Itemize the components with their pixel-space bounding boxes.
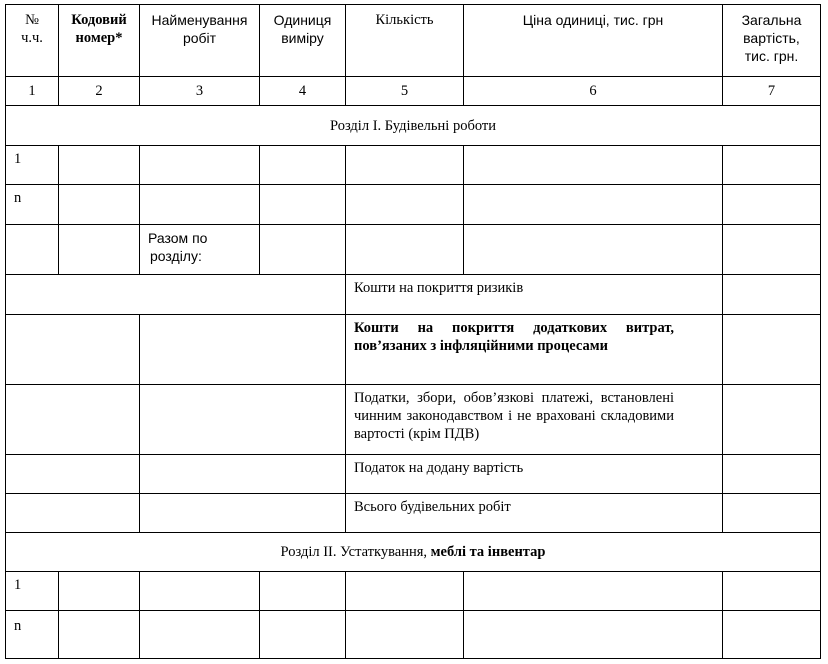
row-number: 1 <box>6 572 59 611</box>
column-number-7: 7 <box>723 77 821 106</box>
row-number: n <box>6 611 59 659</box>
taxes-row <box>6 385 821 455</box>
empty-cell <box>260 572 346 611</box>
empty-cell <box>723 455 821 494</box>
empty-cell <box>59 185 140 225</box>
column-number-2: 2 <box>59 77 140 106</box>
empty-cell <box>6 315 140 385</box>
column-number-6: 6 <box>464 77 723 106</box>
column-number-3: 3 <box>140 77 260 106</box>
empty-cell <box>346 185 464 225</box>
taxes-label: Податки, збори, обов’язкові платежі, встановлені чинним законодавством і не враховані складовими вартості (крім ПДВ) <box>346 385 723 455</box>
empty-cell <box>6 455 140 494</box>
empty-cell <box>260 611 346 659</box>
empty-cell <box>723 572 821 611</box>
vat-label: Податок на додану вартість <box>346 455 723 494</box>
empty-cell <box>260 146 346 185</box>
section-2-row-last <box>6 611 821 659</box>
row-number: 1 <box>6 146 59 185</box>
empty-cell <box>464 572 723 611</box>
section-1-row-last <box>6 185 821 225</box>
empty-cell <box>140 572 260 611</box>
risks-row <box>6 275 821 315</box>
subtotal-label: Разом по розділу: <box>140 225 260 275</box>
section-2-title-row <box>6 533 821 572</box>
empty-cell <box>723 494 821 533</box>
section-1-title: Розділ І. Будівельні роботи <box>6 106 821 146</box>
empty-cell <box>723 611 821 659</box>
empty-cell <box>140 146 260 185</box>
section-1-subtotal-row <box>6 225 821 275</box>
section-1-row-first <box>6 146 821 185</box>
empty-cell <box>140 315 346 385</box>
empty-cell <box>59 225 140 275</box>
inflation-label: Кошти на покриття додаткових витрат, пов’язаних з інфляційними процесами <box>346 315 723 385</box>
construction-total-label: Всього будівельних робіт <box>346 494 723 533</box>
risks-label: Кошти на покриття ризиків <box>346 275 723 315</box>
column-number-4: 4 <box>260 77 346 106</box>
empty-cell <box>140 494 346 533</box>
empty-cell <box>346 146 464 185</box>
header-row <box>6 5 821 77</box>
empty-cell <box>6 494 140 533</box>
empty-cell <box>260 225 346 275</box>
header-work-name: Найменування робіт <box>140 5 260 77</box>
empty-cell <box>723 275 821 315</box>
header-unit-price: Ціна одиниці, тис. грн <box>464 5 723 77</box>
empty-cell <box>464 185 723 225</box>
row-number: n <box>6 185 59 225</box>
empty-cell <box>723 315 821 385</box>
header-total-cost: Загальна вартість, тис. грн. <box>723 5 821 77</box>
inflation-row <box>6 315 821 385</box>
column-number-1: 1 <box>6 77 59 106</box>
empty-cell <box>140 611 260 659</box>
empty-cell <box>6 385 140 455</box>
empty-cell <box>59 572 140 611</box>
header-number: № ч.ч. <box>6 5 59 77</box>
empty-cell <box>723 185 821 225</box>
empty-cell <box>140 385 346 455</box>
empty-cell <box>6 225 59 275</box>
empty-cell <box>723 225 821 275</box>
empty-cell <box>346 572 464 611</box>
empty-cell <box>723 146 821 185</box>
section-1-title-row <box>6 106 821 146</box>
empty-cell <box>464 146 723 185</box>
vat-row <box>6 455 821 494</box>
empty-cell <box>723 385 821 455</box>
empty-cell <box>464 225 723 275</box>
empty-cell <box>260 185 346 225</box>
section-2-row-first <box>6 572 821 611</box>
header-unit: Одиниця виміру <box>260 5 346 77</box>
empty-cell <box>59 611 140 659</box>
empty-cell <box>140 185 260 225</box>
empty-cell <box>59 146 140 185</box>
empty-cell <box>346 611 464 659</box>
column-number-5: 5 <box>346 77 464 106</box>
cost-estimate-table <box>5 4 821 659</box>
empty-cell <box>6 275 346 315</box>
empty-cell <box>140 455 346 494</box>
column-number-row <box>6 77 821 106</box>
construction-total-row <box>6 494 821 533</box>
header-code: Кодовий номер* <box>59 5 140 77</box>
empty-cell <box>346 225 464 275</box>
header-quantity: Кількість <box>346 5 464 77</box>
section-2-title: Розділ ІІ. Устаткування, меблі та інвентар <box>6 533 821 572</box>
empty-cell <box>464 611 723 659</box>
